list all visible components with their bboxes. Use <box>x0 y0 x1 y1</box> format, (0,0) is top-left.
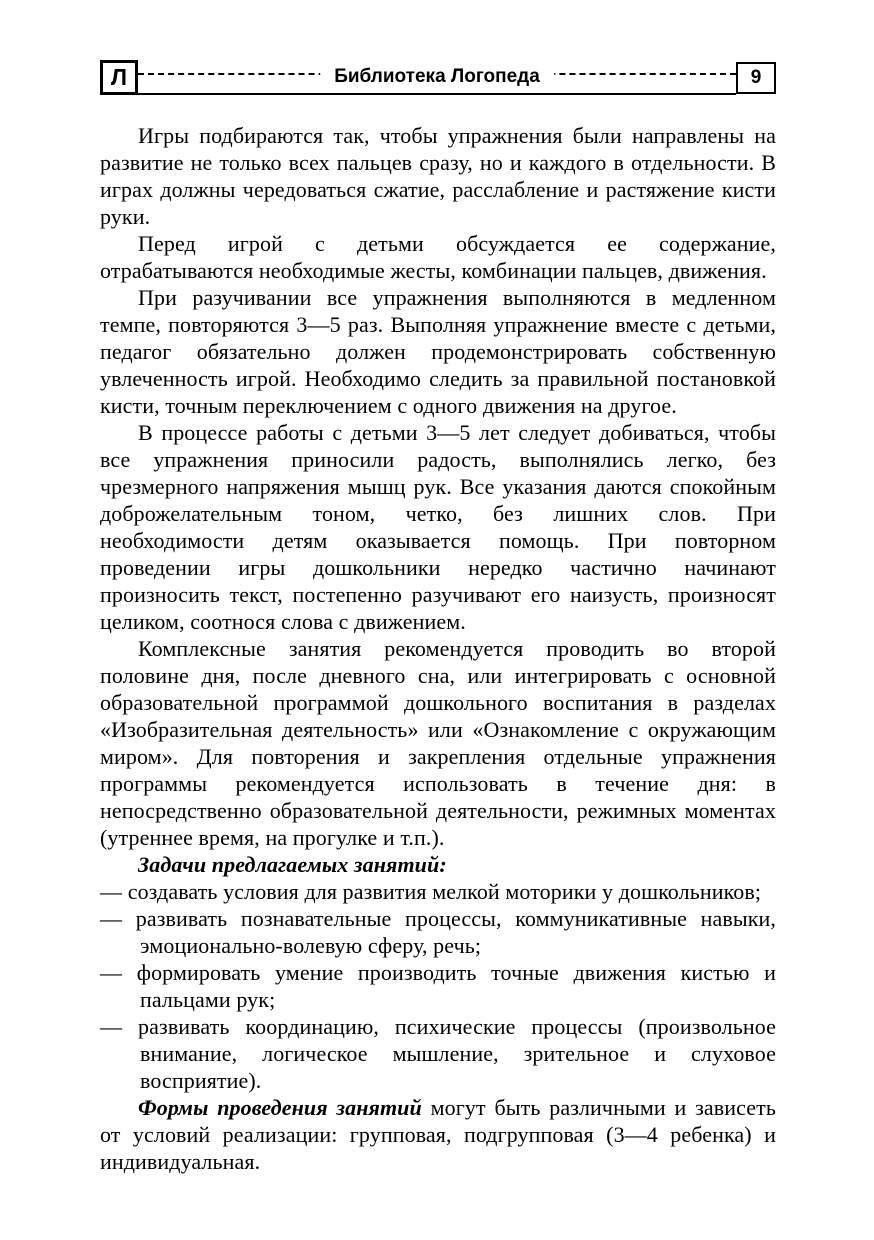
tasks-list <box>100 878 776 1094</box>
page-body <box>100 122 776 1175</box>
header-middle <box>138 60 736 95</box>
header-rule-line <box>138 93 736 95</box>
task-item-coordination: — развивать координацию, психические процессы (произвольное внимание, логическое мышление, зрительное и слуховое восприятие). <box>100 1014 776 1093</box>
task-item-motor-skills: — создавать условия для развития мелкой моторики у дошкольников; <box>100 879 762 904</box>
paragraph-work-process: В процессе работы с детьми 3—5 лет следует добиваться, чтобы все упражнения приносили радость, выполнялись легко, без чрезмерного напряжения мышц рук. Все указания даются спокойным доброжелательным тоном, четко, без лишних слов. При необходимости детям оказывается помощь. При повторном проведении игры дошкольники нередко частично начинают произносить текст, постепенно разучивают его наизусть, произносят целиком, соотнося слова с движением. <box>100 420 776 634</box>
forms-rest: могут быть различными и зависеть от условий реализации: групповая, подгрупповая (3—4 ребенка) и индивидуальная. <box>100 1095 777 1174</box>
tasks-heading: Задачи предлагаемых занятий: <box>138 852 447 877</box>
logo-letter: Л <box>110 64 128 90</box>
forms-lead: Формы проведения занятий <box>138 1095 422 1120</box>
paragraph-complex-lessons: Комплексные занятия рекомендуется проводить во второй половине дня, после дневного сна, или интегрировать с основной образовательной программой дошкольного воспитания в разделах «Изобразительная деятельность» или «Ознакомление с окружающим миром». Для повторения и закрепления отдельные упражнения программы рекомендуется использовать в течение дня: в непосредственно образовательной деятельности, режимных моментах (утреннее время, на прогулке и т.п.). <box>100 636 776 850</box>
paragraph-before-game: Перед игрой с детьми обсуждается ее содержание, отрабатываются необходимые жесты, комбинации пальцев, движения. <box>100 231 776 283</box>
task-item-precise-movements: — формировать умение производить точные движения кистью и пальцами рук; <box>100 960 776 1012</box>
page-header <box>100 60 776 95</box>
page-number-box <box>736 62 776 94</box>
series-title: Библиотека Логопеда <box>320 60 554 93</box>
paragraph-games-selection: Игры подбираются так, чтобы упражнения были направлены на развитие не только всех пальцев сразу, но и каждого в отдельности. В играх должны чередоваться сжатие, расслабление и растяжение кисти руки. <box>100 123 776 229</box>
page-number: 9 <box>750 67 762 88</box>
paragraph-learning-pace: При разучивании все упражнения выполняются в медленном темпе, повторяются 3—5 раз. Выполняя упражнение вместе с детьми, педагог обязательно должен продемонстрировать собственную увлеченность игрой. Необходимо следить за правильной постановкой кисти, точным переключением с одного движения на другое. <box>100 285 776 418</box>
task-item-cognitive: — развивать познавательные процессы, коммуникативные навыки, эмоционально-волевую сферу, речь; <box>100 906 776 958</box>
forms-paragraph <box>100 1094 776 1175</box>
publisher-logo <box>100 60 138 95</box>
